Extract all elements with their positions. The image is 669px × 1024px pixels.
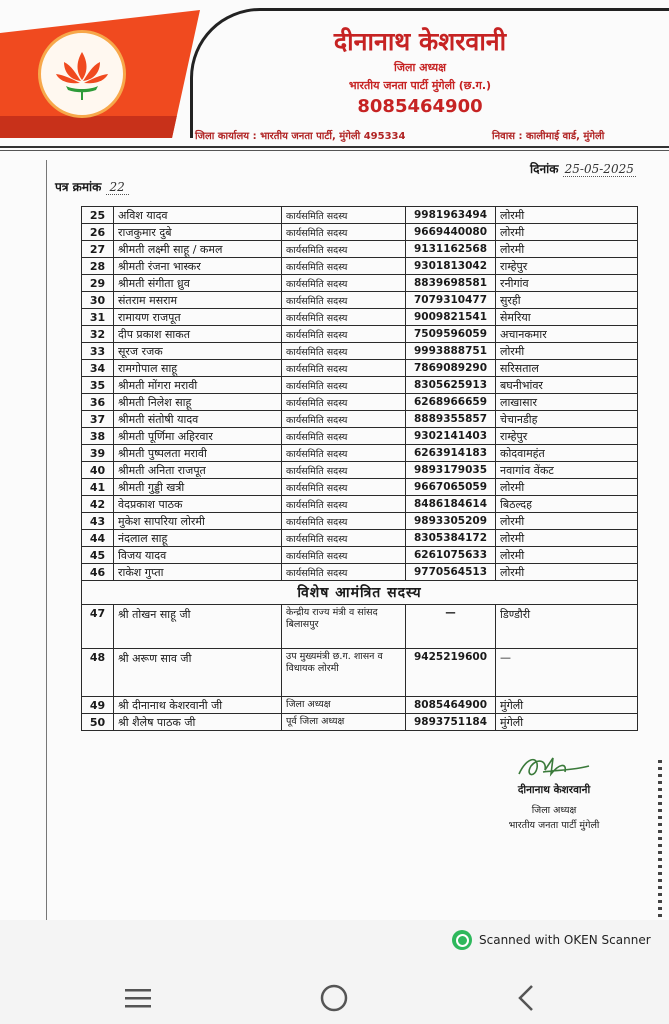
member-phone: 6261075633 <box>406 547 496 564</box>
letterhead-rule <box>0 146 669 148</box>
table-row <box>82 309 638 326</box>
table-row <box>82 428 638 445</box>
member-name: अविश यादव <box>114 207 282 224</box>
member-phone: 7869089290 <box>406 360 496 377</box>
member-place: बघनीभांवर <box>496 377 638 394</box>
member-post: पूर्व जिला अध्यक्ष <box>282 714 406 731</box>
member-name: दीप प्रकाश साकत <box>114 326 282 343</box>
member-phone: — <box>406 605 496 649</box>
member-name: राकेश गुप्ता <box>114 564 282 581</box>
member-post: कार्यसमिति सदस्य <box>282 343 406 360</box>
scanner-watermark <box>452 930 651 950</box>
member-name: श्रीमती गुड्डी खत्री <box>114 479 282 496</box>
member-phone: 9993888751 <box>406 343 496 360</box>
row-number: 42 <box>82 496 114 513</box>
member-post: कार्यसमिति सदस्य <box>282 547 406 564</box>
member-post: कार्यसमिति सदस्य <box>282 258 406 275</box>
table-row <box>82 207 638 224</box>
member-name: मुकेश सापरिया लोरमी <box>114 513 282 530</box>
member-phone: 8305625913 <box>406 377 496 394</box>
menu-icon[interactable] <box>118 978 158 1018</box>
member-post: कार्यसमिति सदस्य <box>282 479 406 496</box>
member-place: लोरमी <box>496 530 638 547</box>
member-phone: 9301813042 <box>406 258 496 275</box>
signature-designation: जिला अध्यक्ष <box>531 805 577 816</box>
member-phone: 6268966659 <box>406 394 496 411</box>
member-phone: 9131162568 <box>406 241 496 258</box>
member-place: सरिसताल <box>496 360 638 377</box>
member-post: कार्यसमिति सदस्य <box>282 564 406 581</box>
member-phone: 8889355857 <box>406 411 496 428</box>
scanner-logo-icon <box>452 930 472 950</box>
member-post: कार्यसमिति सदस्य <box>282 496 406 513</box>
member-place: सेमरिया <box>496 309 638 326</box>
row-number: 36 <box>82 394 114 411</box>
row-number: 48 <box>82 649 114 697</box>
member-phone: 8486184614 <box>406 496 496 513</box>
table-row <box>82 394 638 411</box>
member-post: कार्यसमिति सदस्य <box>282 445 406 462</box>
table-row <box>82 275 638 292</box>
member-phone: 9981963494 <box>406 207 496 224</box>
member-place: डिण्डौरी <box>496 605 638 649</box>
home-icon[interactable] <box>314 978 354 1018</box>
letter-number-label: पत्र क्रमांक <box>55 180 102 194</box>
member-place: लोरमी <box>496 241 638 258</box>
member-place: बिठल्दह <box>496 496 638 513</box>
row-number: 47 <box>82 605 114 649</box>
member-post: कार्यसमिति सदस्य <box>282 241 406 258</box>
member-place: नवागांव वेंकट <box>496 462 638 479</box>
member-post: उप मुख्यमंत्री छ.ग. शासन व विधायक लोरमी <box>282 649 406 697</box>
member-name: सूरज रजक <box>114 343 282 360</box>
letter-date-label: दिनांक <box>530 162 559 176</box>
page-edge-dots <box>658 760 662 920</box>
row-number: 30 <box>82 292 114 309</box>
row-number: 31 <box>82 309 114 326</box>
signature-scribble <box>513 752 593 782</box>
table-row <box>82 462 638 479</box>
row-number: 32 <box>82 326 114 343</box>
member-name: श्रीमती संतोषी यादव <box>114 411 282 428</box>
row-number: 27 <box>82 241 114 258</box>
table-row <box>82 496 638 513</box>
row-number: 41 <box>82 479 114 496</box>
table-row <box>82 445 638 462</box>
row-number: 29 <box>82 275 114 292</box>
member-post: कार्यसमिति सदस्य <box>282 377 406 394</box>
member-name: वेदप्रकाश पाठक <box>114 496 282 513</box>
member-name: श्रीमती लक्ष्मी साहू / कमल <box>114 241 282 258</box>
row-number: 50 <box>82 714 114 731</box>
table-row <box>82 714 638 731</box>
back-icon[interactable] <box>506 978 546 1018</box>
row-number: 25 <box>82 207 114 224</box>
member-name: श्री अरूण साव जी <box>114 649 282 697</box>
member-post: कार्यसमिति सदस्य <box>282 292 406 309</box>
row-number: 35 <box>82 377 114 394</box>
section-header-row <box>82 581 638 605</box>
row-number: 28 <box>82 258 114 275</box>
member-place: — <box>496 649 638 697</box>
member-name: संतराम मसराम <box>114 292 282 309</box>
table-row <box>82 530 638 547</box>
member-place: मुंगेली <box>496 697 638 714</box>
member-phone: 9893751184 <box>406 714 496 731</box>
letterhead-phone: 8085464900 <box>357 96 483 117</box>
member-place: लोरमी <box>496 224 638 241</box>
table-row <box>82 224 638 241</box>
member-phone: 9893179035 <box>406 462 496 479</box>
member-name: श्रीमती निलेश साहू <box>114 394 282 411</box>
member-place: मुंगेली <box>496 714 638 731</box>
member-place: रनीगांव <box>496 275 638 292</box>
member-post: कार्यसमिति सदस्य <box>282 530 406 547</box>
member-name: श्रीमती पुष्पलता मरावी <box>114 445 282 462</box>
member-post: कार्यसमिति सदस्य <box>282 428 406 445</box>
member-name: श्रीमती पूर्णिमा अहिरवार <box>114 428 282 445</box>
member-phone: 9667065059 <box>406 479 496 496</box>
member-place: लोरमी <box>496 343 638 360</box>
member-phone: 8839698581 <box>406 275 496 292</box>
member-name: श्री तोखन साहू जी <box>114 605 282 649</box>
row-number: 49 <box>82 697 114 714</box>
member-phone: 8085464900 <box>406 697 496 714</box>
member-place: लोरमी <box>496 564 638 581</box>
member-name: श्रीमती मोंगरा मरावी <box>114 377 282 394</box>
member-place: राम्हेपुर <box>496 428 638 445</box>
members-table <box>81 206 638 731</box>
member-post: कार्यसमिति सदस्य <box>282 513 406 530</box>
members-table-body <box>82 207 638 731</box>
member-place: राम्हेपुर <box>496 258 638 275</box>
member-name: नंदलाल साहू <box>114 530 282 547</box>
member-post: कार्यसमिति सदस्य <box>282 394 406 411</box>
logo-band-stripe <box>0 116 200 138</box>
row-number: 44 <box>82 530 114 547</box>
member-post: कार्यसमिति सदस्य <box>282 360 406 377</box>
member-name: श्रीमती अनिता राजपूत <box>114 462 282 479</box>
letterhead-rule-thin <box>0 150 669 151</box>
signature-party: भारतीय जनता पार्टी मुंगेली <box>508 820 600 831</box>
member-phone: 6263914183 <box>406 445 496 462</box>
letterhead-party: भारतीय जनता पार्टी मुंगेली (छ.ग.) <box>348 79 492 92</box>
table-row <box>82 360 638 377</box>
row-number: 39 <box>82 445 114 462</box>
member-phone: 9302141403 <box>406 428 496 445</box>
member-post: कार्यसमिति सदस्य <box>282 309 406 326</box>
member-place: चेचानडीह <box>496 411 638 428</box>
member-place: लोरमी <box>496 207 638 224</box>
table-row <box>82 547 638 564</box>
letter-date <box>530 160 636 177</box>
member-post: कार्यसमिति सदस्य <box>282 411 406 428</box>
member-place: लोरमी <box>496 547 638 564</box>
lotus-icon <box>38 30 126 118</box>
member-name: विजय यादव <box>114 547 282 564</box>
letter-number <box>55 178 129 195</box>
member-post: जिला अध्यक्ष <box>282 697 406 714</box>
member-post: कार्यसमिति सदस्य <box>282 462 406 479</box>
row-number: 26 <box>82 224 114 241</box>
row-number: 45 <box>82 547 114 564</box>
member-name: श्रीमती रंजना भास्कर <box>114 258 282 275</box>
member-name: श्री दीनानाथ केशरवानी जी <box>114 697 282 714</box>
letterhead-designation: जिला अध्यक्ष <box>394 61 446 74</box>
member-name: श्री शैलेष पाठक जी <box>114 714 282 731</box>
table-row <box>82 564 638 581</box>
member-name: राजकुमार दुबे <box>114 224 282 241</box>
system-navigation-bar <box>0 968 669 1024</box>
table-row <box>82 292 638 309</box>
scanner-label: Scanned with OKEN Scanner <box>479 933 651 947</box>
member-phone: 7079310477 <box>406 292 496 309</box>
row-number: 46 <box>82 564 114 581</box>
special-section-title: विशेष आमंत्रित सदस्य <box>82 581 638 605</box>
member-post: कार्यसमिति सदस्य <box>282 326 406 343</box>
member-place: लाखासार <box>496 394 638 411</box>
member-post: केन्द्रीय राज्य मंत्री व सांसद बिलासपुर <box>282 605 406 649</box>
row-number: 38 <box>82 428 114 445</box>
table-row <box>82 697 638 714</box>
member-phone: 9770564513 <box>406 564 496 581</box>
row-number: 37 <box>82 411 114 428</box>
row-number: 33 <box>82 343 114 360</box>
letter-number-value: 22 <box>106 180 129 195</box>
letter-date-value: 25-05-2025 <box>564 162 634 176</box>
member-phone: 9669440080 <box>406 224 496 241</box>
table-row <box>82 258 638 275</box>
member-phone: 8305384172 <box>406 530 496 547</box>
residence-address: निवास : कालीमाई वार्ड, मुंगेली <box>492 131 605 142</box>
table-row <box>82 411 638 428</box>
member-phone: 9425219600 <box>406 649 496 697</box>
row-number: 34 <box>82 360 114 377</box>
member-phone: 9009821541 <box>406 309 496 326</box>
member-place: सुरही <box>496 292 638 309</box>
member-phone: 9893305209 <box>406 513 496 530</box>
member-post: कार्यसमिति सदस्य <box>282 224 406 241</box>
table-row <box>82 649 638 697</box>
row-number: 43 <box>82 513 114 530</box>
member-post: कार्यसमिति सदस्य <box>282 207 406 224</box>
page-margin-line <box>46 160 47 920</box>
member-place: लोरमी <box>496 479 638 496</box>
member-name: रामायण राजपूत <box>114 309 282 326</box>
office-address: जिला कार्यालय : भारतीय जनता पार्टी, मुंगेली 495334 <box>195 131 406 142</box>
table-row <box>82 513 638 530</box>
member-place: कोदवामहंत <box>496 445 638 462</box>
signature-name: दीनानाथ केशरवानी <box>517 784 591 796</box>
member-name: श्रीमती संगीता ध्रुव <box>114 275 282 292</box>
member-phone: 7509596059 <box>406 326 496 343</box>
table-row <box>82 479 638 496</box>
member-place: अचानकमार <box>496 326 638 343</box>
member-post: कार्यसमिति सदस्य <box>282 275 406 292</box>
table-row <box>82 241 638 258</box>
table-row <box>82 343 638 360</box>
table-row <box>82 377 638 394</box>
letterhead-name: दीनानाथ केशरवानी <box>333 27 507 56</box>
row-number: 40 <box>82 462 114 479</box>
table-row <box>82 605 638 649</box>
table-row <box>82 326 638 343</box>
member-place: लोरमी <box>496 513 638 530</box>
member-name: रामगोपाल साहू <box>114 360 282 377</box>
